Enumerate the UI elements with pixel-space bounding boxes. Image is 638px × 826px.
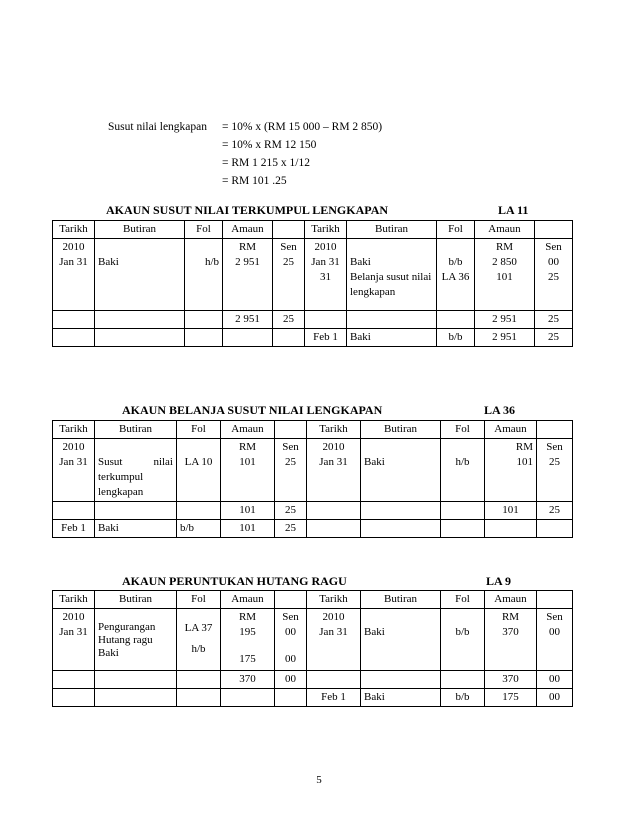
col-tarikh: Tarikh <box>305 221 347 239</box>
desc-cell: Baki <box>361 609 441 671</box>
col-amaun-sen <box>537 591 573 609</box>
col-fol: Fol <box>441 591 485 609</box>
total-rm: 370 <box>485 671 537 689</box>
table-row <box>53 239 573 311</box>
col-butiran: Butiran <box>95 421 177 439</box>
col-butiran: Butiran <box>95 591 177 609</box>
date-cell: Feb 1 <box>307 689 361 707</box>
col-amaun: Amaun <box>223 221 273 239</box>
account-code: LA 9 <box>486 574 512 588</box>
table-header-row <box>53 421 573 439</box>
date-cell: 2010 Jan 31 <box>53 439 95 502</box>
total-rm: 2 951 <box>475 311 535 329</box>
total-rm: 2 951 <box>223 311 273 329</box>
date-cell: 2010 Jan 31 <box>53 239 95 311</box>
col-tarikh: Tarikh <box>53 421 95 439</box>
account-title: AKAUN PERUNTUKAN HUTANG RAGU <box>122 574 347 588</box>
fol-cell: LA 37 h/b <box>177 609 221 671</box>
col-amaun-sen <box>275 591 307 609</box>
sen-cell: Sen 00 00 <box>275 609 307 671</box>
fol-cell: h/b <box>185 239 223 311</box>
date-cell: 2010 Jan 31 31 <box>305 239 347 311</box>
rm-cell: RM 2 951 <box>223 239 273 311</box>
desc-cell: Baki <box>361 689 441 707</box>
desc-cell: Baki <box>95 520 177 538</box>
total-sen: 25 <box>275 502 307 520</box>
col-amaun-sen <box>537 421 573 439</box>
fol-cell: b/b LA 36 <box>437 239 475 311</box>
col-butiran: Butiran <box>361 421 441 439</box>
fol-cell: h/b <box>441 439 485 502</box>
col-fol: Fol <box>437 221 475 239</box>
desc-cell: Susut nilai terkumpul lengkapan <box>95 439 177 502</box>
date-cell: 2010 Jan 31 <box>53 609 95 671</box>
col-fol: Fol <box>177 591 221 609</box>
depreciation-calculation <box>108 118 382 190</box>
table-header-row <box>53 591 573 609</box>
rm-cell: RM 370 <box>485 609 537 671</box>
fol-cell: b/b <box>437 329 475 347</box>
col-amaun: Amaun <box>485 591 537 609</box>
ledger-table-belanja-susut-nilai <box>52 420 573 538</box>
rm-cell: RM 101 <box>221 439 275 502</box>
total-row <box>53 502 573 520</box>
fol-cell: b/b <box>441 609 485 671</box>
table-row <box>53 439 573 502</box>
calc-expression: = 10% x RM 12 150 <box>222 139 317 151</box>
col-fol: Fol <box>441 421 485 439</box>
rm-cell: RM 2 850 101 <box>475 239 535 311</box>
calc-line <box>108 118 382 136</box>
table-header-row <box>53 221 573 239</box>
total-sen: 25 <box>535 311 573 329</box>
col-amaun-sen <box>273 221 305 239</box>
col-fol: Fol <box>177 421 221 439</box>
calc-label <box>108 136 222 154</box>
account-code: LA 11 <box>498 203 529 217</box>
desc-cell: Baki <box>347 329 437 347</box>
balance-row <box>53 689 573 707</box>
account-title: AKAUN BELANJA SUSUT NILAI LENGKAPAN <box>122 403 383 417</box>
fol-cell: LA 10 <box>177 439 221 502</box>
date-cell: 2010 Jan 31 <box>307 609 361 671</box>
calc-label <box>108 172 222 190</box>
date-cell: Feb 1 <box>53 520 95 538</box>
sen-cell: Sen 25 <box>537 439 573 502</box>
sen-cell: Sen 25 <box>273 239 305 311</box>
calc-label: Susut nilai lengkapan <box>108 121 208 133</box>
sen-cell: Sen 25 <box>275 439 307 502</box>
calc-expression: = 10% x (RM 15 000 – RM 2 850) <box>222 121 383 133</box>
col-butiran: Butiran <box>361 591 441 609</box>
sen-cell: 25 <box>535 329 573 347</box>
total-row <box>53 311 573 329</box>
total-sen: 25 <box>537 502 573 520</box>
col-tarikh: Tarikh <box>307 591 361 609</box>
calc-line <box>108 172 382 190</box>
col-amaun: Amaun <box>221 591 275 609</box>
ledger-table-susut-nilai-terkumpul <box>52 220 573 347</box>
sen-cell: 25 <box>275 520 307 538</box>
total-row <box>53 671 573 689</box>
col-amaun: Amaun <box>485 421 537 439</box>
rm-cell: 101 <box>221 520 275 538</box>
calc-line <box>108 154 382 172</box>
account-title: AKAUN SUSUT NILAI TERKUMPUL LENGKAPAN <box>106 203 389 217</box>
rm-cell: RM 101 <box>485 439 537 502</box>
calc-line <box>108 136 382 154</box>
page-number: 5 <box>316 774 322 786</box>
col-tarikh: Tarikh <box>307 421 361 439</box>
col-butiran: Butiran <box>95 221 185 239</box>
desc-cell: Baki <box>361 439 441 502</box>
rm-cell: 2 951 <box>475 329 535 347</box>
calc-expression: = RM 1 215 x 1/12 <box>222 157 310 169</box>
col-amaun: Amaun <box>221 421 275 439</box>
col-fol: Fol <box>185 221 223 239</box>
col-butiran: Butiran <box>347 221 437 239</box>
fol-cell: b/b <box>441 689 485 707</box>
total-rm: 101 <box>485 502 537 520</box>
date-cell: 2010 Jan 31 <box>307 439 361 502</box>
desc-cell: Baki <box>95 239 185 311</box>
sen-cell: Sen 00 25 <box>535 239 573 311</box>
rm-cell: RM 195 175 <box>221 609 275 671</box>
calc-expression: = RM 101 .25 <box>222 175 287 187</box>
rm-cell: 175 <box>485 689 537 707</box>
balance-row <box>53 520 573 538</box>
total-sen: 00 <box>275 671 307 689</box>
col-amaun: Amaun <box>475 221 535 239</box>
account-code: LA 36 <box>484 403 516 417</box>
total-rm: 370 <box>221 671 275 689</box>
desc-cell: Baki Belanja susut nilai lengkapan <box>347 239 437 311</box>
date-cell: Feb 1 <box>305 329 347 347</box>
col-amaun-sen <box>535 221 573 239</box>
ledger-table-peruntukan-hutang-ragu <box>52 590 573 707</box>
desc-cell: Pengurangan Hutang ragu Baki <box>95 609 177 671</box>
balance-row <box>53 329 573 347</box>
sen-cell: Sen 00 <box>537 609 573 671</box>
sen-cell: 00 <box>537 689 573 707</box>
calc-label <box>108 154 222 172</box>
col-tarikh: Tarikh <box>53 591 95 609</box>
col-amaun-sen <box>275 421 307 439</box>
total-sen: 25 <box>273 311 305 329</box>
table-row <box>53 609 573 671</box>
fol-cell: b/b <box>177 520 221 538</box>
total-rm: 101 <box>221 502 275 520</box>
total-sen: 00 <box>537 671 573 689</box>
col-tarikh: Tarikh <box>53 221 95 239</box>
